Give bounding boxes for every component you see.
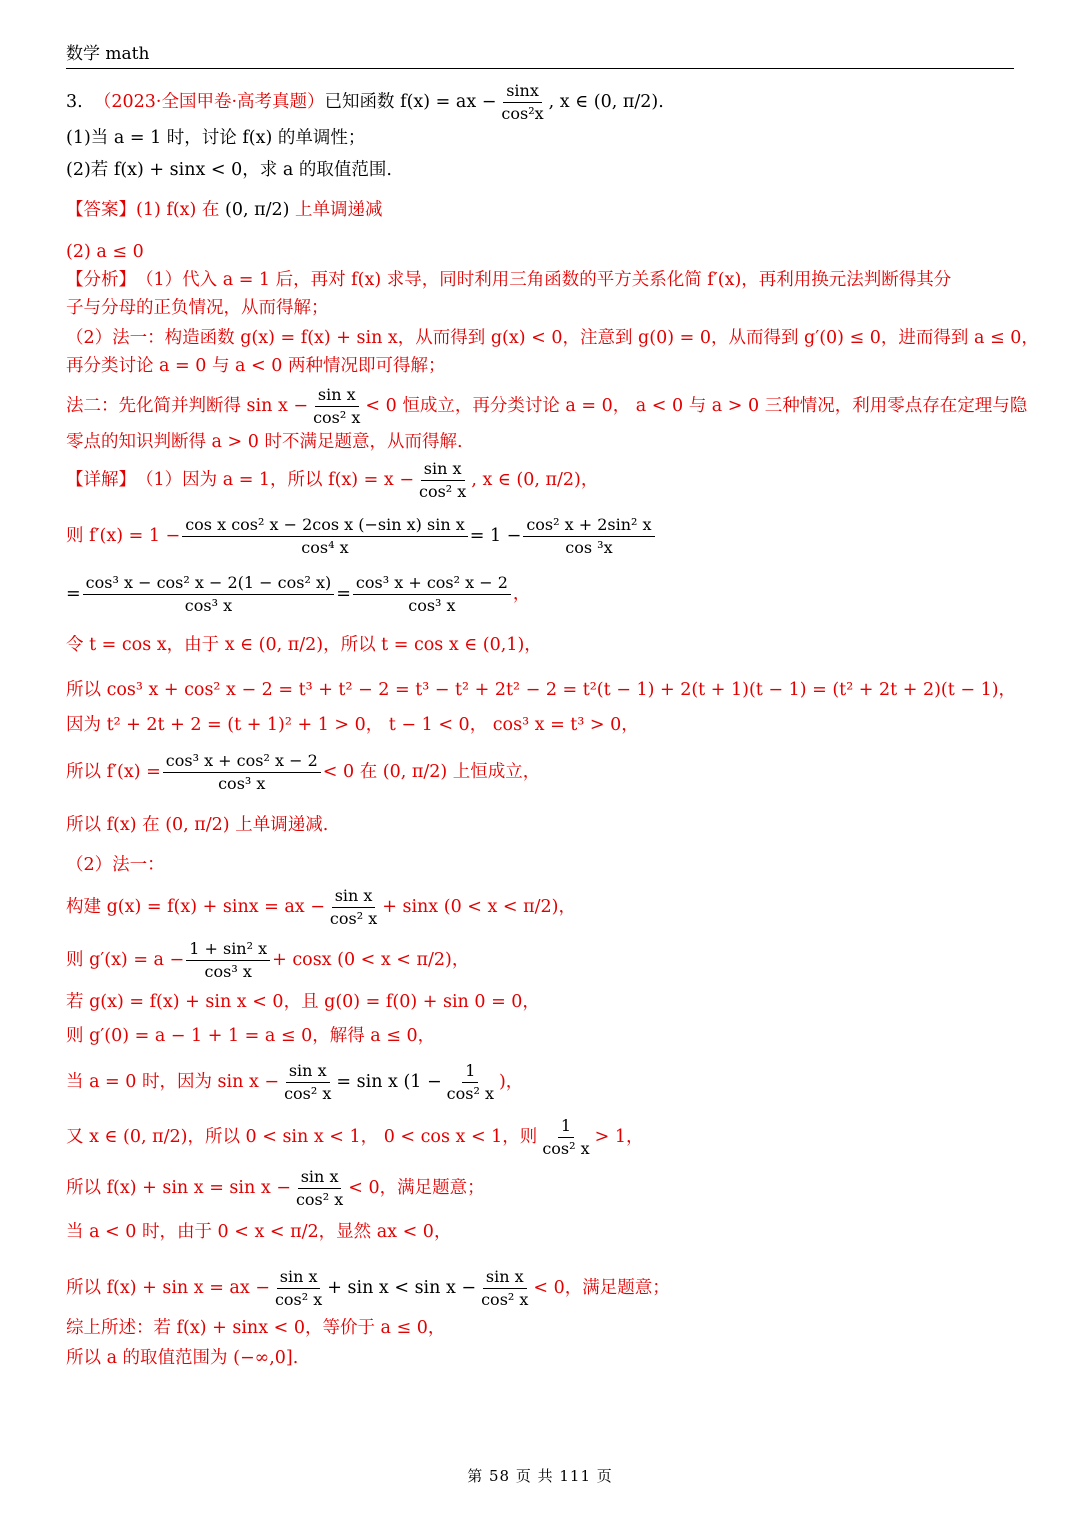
detail-line15	[66, 1117, 644, 1159]
detail-14-mid: = sin x (1 −	[336, 1072, 442, 1093]
analysis-5-fraction: $\frac{\text{sin x}}{\text{cos² x}}$	[313, 385, 361, 428]
detail-1-suffix: , x ∈ (0, π/2)，	[471, 470, 599, 491]
answer-label: 【答案】	[66, 200, 136, 220]
problem-part2: (2)若 f(x) + sinx < 0，求 a 的取值范围.	[66, 160, 392, 180]
detail-1-prefix: （1）因为 a = 1，所以 f(x) = x −	[136, 470, 414, 491]
analysis-line5	[66, 386, 1027, 428]
detail-16-suffix: < 0，满足题意；	[348, 1178, 485, 1199]
analysis-line1	[66, 272, 951, 290]
page-header	[66, 40, 1014, 69]
analysis-line6: 零点的知识判断得 a > 0 时不满足题意，从而得解.	[66, 432, 463, 452]
answer-1-prefix: (1) f(x) 在	[136, 200, 220, 220]
detail-14-fraction: $\frac{\text{sin x}}{\text{cos² x}}$	[284, 1061, 332, 1104]
stem-domain: , x ∈ (0, π/2).	[548, 92, 664, 113]
page-footer: 第 58 页 共 111 页	[467, 1467, 613, 1485]
detail-10-prefix: 构建 g(x) = f(x) + sinx = ax −	[66, 897, 325, 918]
stem-func: f(x) = ax −	[400, 92, 497, 113]
detail-18-mid: + sin x < sin x −	[327, 1278, 477, 1299]
problem-part1: (1)当 a = 1 时，讨论 f(x) 的单调性；	[66, 128, 366, 148]
detail-15-prefix: 又 x ∈ (0, π/2)，所以 0 < sin x < 1， 0 < cos x < 1，则	[66, 1127, 538, 1148]
detail-line4: 令 t = cos x，由于 x ∈ (0, π/2)，所以 t = cos x ∈ (0,1)，	[66, 635, 542, 655]
detail-line19: 综上所述：若 f(x) + sinx < 0，等价于 a ≤ 0，	[66, 1318, 446, 1338]
detail-2-fraction-2: $\frac{\text{cos² x + 2sin² x}}{\text{cos ³x}}$	[523, 516, 654, 558]
header-title: 数学 math	[66, 44, 150, 64]
answer-1-suffix: 上单调递减	[295, 200, 383, 220]
problem-stem	[66, 82, 664, 124]
answer-line2: (2) a ≤ 0	[66, 242, 144, 262]
detail-14-prefix: 当 a = 0 时，因为 sin x −	[66, 1072, 280, 1093]
detail-line14	[66, 1062, 523, 1104]
detail-line1	[66, 460, 598, 502]
detail-10-suffix: + sinx (0 < x < π/2)，	[382, 897, 577, 918]
analysis-line4: 再分类讨论 a = 0 与 a < 0 两种情况即可得解；	[66, 356, 446, 376]
detail-2-fraction: $\frac{\text{cos x cos² x − 2cos x (−sin x) sin x}}{\text{cos⁴ x}}$	[182, 516, 468, 558]
detail-11-suffix: + cosx (0 < x < π/2)，	[272, 950, 470, 971]
detail-15-suffix: > 1，	[594, 1127, 644, 1148]
detail-7-suffix: < 0 在 (0, π/2) 上恒成立，	[322, 762, 541, 783]
detail-18-suffix: < 0，满足题意；	[533, 1278, 670, 1299]
detail-14-suffix: )，	[498, 1072, 524, 1093]
analysis-text-1: （1）代入 a = 1 后，再对 f(x) 求导，同时利用三角函数的平方关系化简 f′(x)，再利用换元法判断得其分	[136, 270, 952, 290]
detail-16-fraction: $\frac{\text{sin x}}{\text{cos² x}}$	[295, 1167, 344, 1210]
answer-line1	[66, 202, 383, 220]
detail-2-prefix: 则 f′(x) = 1 −	[66, 526, 181, 547]
detail-line7	[66, 752, 540, 794]
detail-label: 【详解】	[66, 470, 136, 491]
detail-line3: = $\frac{\text{cos³ x − cos² x − 2(1 − cos² x)}}{\text{cos³ x}}$ = $\frac{\text{cos³ x + cos² x − 2}}{\text{cos³ x}}$ ，	[66, 573, 531, 616]
detail-18-prefix: 所以 f(x) + sin x = ax −	[66, 1278, 270, 1299]
detail-2-mid: = 1 −	[469, 526, 522, 547]
detail-line17: 当 a < 0 时，由于 0 < x < π/2，显然 ax < 0，	[66, 1222, 452, 1242]
detail-line9: （2）法一：	[66, 855, 165, 875]
detail-18-fraction: $\frac{\text{sin x}}{\text{cos² x}}$	[274, 1267, 323, 1310]
detail-11-prefix: 则 g′(x) = a −	[66, 950, 185, 971]
detail-16-prefix: 所以 f(x) + sin x = sin x −	[66, 1178, 291, 1199]
detail-3-fraction-2: $\frac{\text{cos³ x + cos² x − 2}}{\text{cos³ x}}$	[353, 574, 511, 616]
detail-7-fraction: $\frac{\text{cos³ x + cos² x − 2}}{\text{cos³ x}}$	[163, 752, 321, 794]
stem-fraction: $\frac{\sin x}{\text{cos²x}}$	[501, 81, 544, 124]
detail-11-fraction: $\frac{\text{1 + sin² x}}{\text{cos³ x}}$	[186, 940, 270, 982]
detail-1-fraction: $\frac{\text{sin x}}{\text{cos² x}}$	[419, 459, 467, 502]
analysis-line2: 子与分母的正负情况，从而得解；	[66, 298, 329, 318]
stem-prefix: 已知函数	[324, 92, 395, 113]
detail-line5: 所以 cos³ x + cos² x − 2 = t³ + t² − 2 = t³ − t² + 2t² − 2 = t²(t − 1) + 2(t + 1)(t − 1) = (t² + 2t + 2)(t − 1)，	[66, 680, 1017, 700]
detail-line18	[66, 1268, 670, 1310]
analysis-5-suffix: < 0 恒成立，再分类讨论 a = 0， a < 0 与 a > 0 三种情况，利用零点存在定理与隐	[365, 396, 1028, 417]
detail-line16	[66, 1168, 485, 1210]
detail-3-fraction: $\frac{\text{cos³ x − cos² x − 2(1 − cos² x)}}{\text{cos³ x}}$	[83, 574, 335, 616]
detail-15-fraction: $\frac{1}{\text{cos² x}}$	[542, 1116, 590, 1159]
detail-line20: 所以 a 的取值范围为 (−∞,0].	[66, 1348, 299, 1368]
detail-line8: 所以 f(x) 在 (0, π/2) 上单调递减.	[66, 815, 329, 835]
detail-line11	[66, 940, 469, 982]
detail-line2	[66, 516, 657, 558]
analysis-label: 【分析】	[66, 270, 136, 290]
detail-7-prefix: 所以 f′(x) =	[66, 762, 161, 783]
problem-source: （2023·全国甲卷·高考真题）	[93, 92, 325, 113]
answer-1-interval: (0, π/2)	[225, 200, 290, 220]
problem-number: 3.	[66, 92, 83, 113]
detail-line12: 若 g(x) = f(x) + sin x < 0，且 g(0) = f(0) + sin 0 = 0，	[66, 992, 540, 1012]
detail-line10	[66, 887, 576, 929]
detail-14-fraction-2: $\frac{1}{\text{cos² x}}$	[446, 1061, 494, 1104]
detail-18-fraction-2: $\frac{\text{sin x}}{\text{cos² x}}$	[481, 1267, 529, 1310]
analysis-line3: （2）法一：构造函数 g(x) = f(x) + sin x，从而得到 g(x) < 0，注意到 g(0) = 0，从而得到 g′(0) ≤ 0，进而得到 a ≤ 0，	[66, 328, 1039, 348]
detail-10-fraction: $\frac{\text{sin x}}{\text{cos² x}}$	[329, 886, 378, 929]
analysis-5-prefix: 法二：先化简并判断得 sin x −	[66, 396, 309, 417]
detail-line6: 因为 t² + 2t + 2 = (t + 1)² + 1 > 0， t − 1 < 0， cos³ x = t³ > 0，	[66, 715, 639, 735]
detail-line13: 则 g′(0) = a − 1 + 1 = a ≤ 0，解得 a ≤ 0，	[66, 1026, 436, 1046]
